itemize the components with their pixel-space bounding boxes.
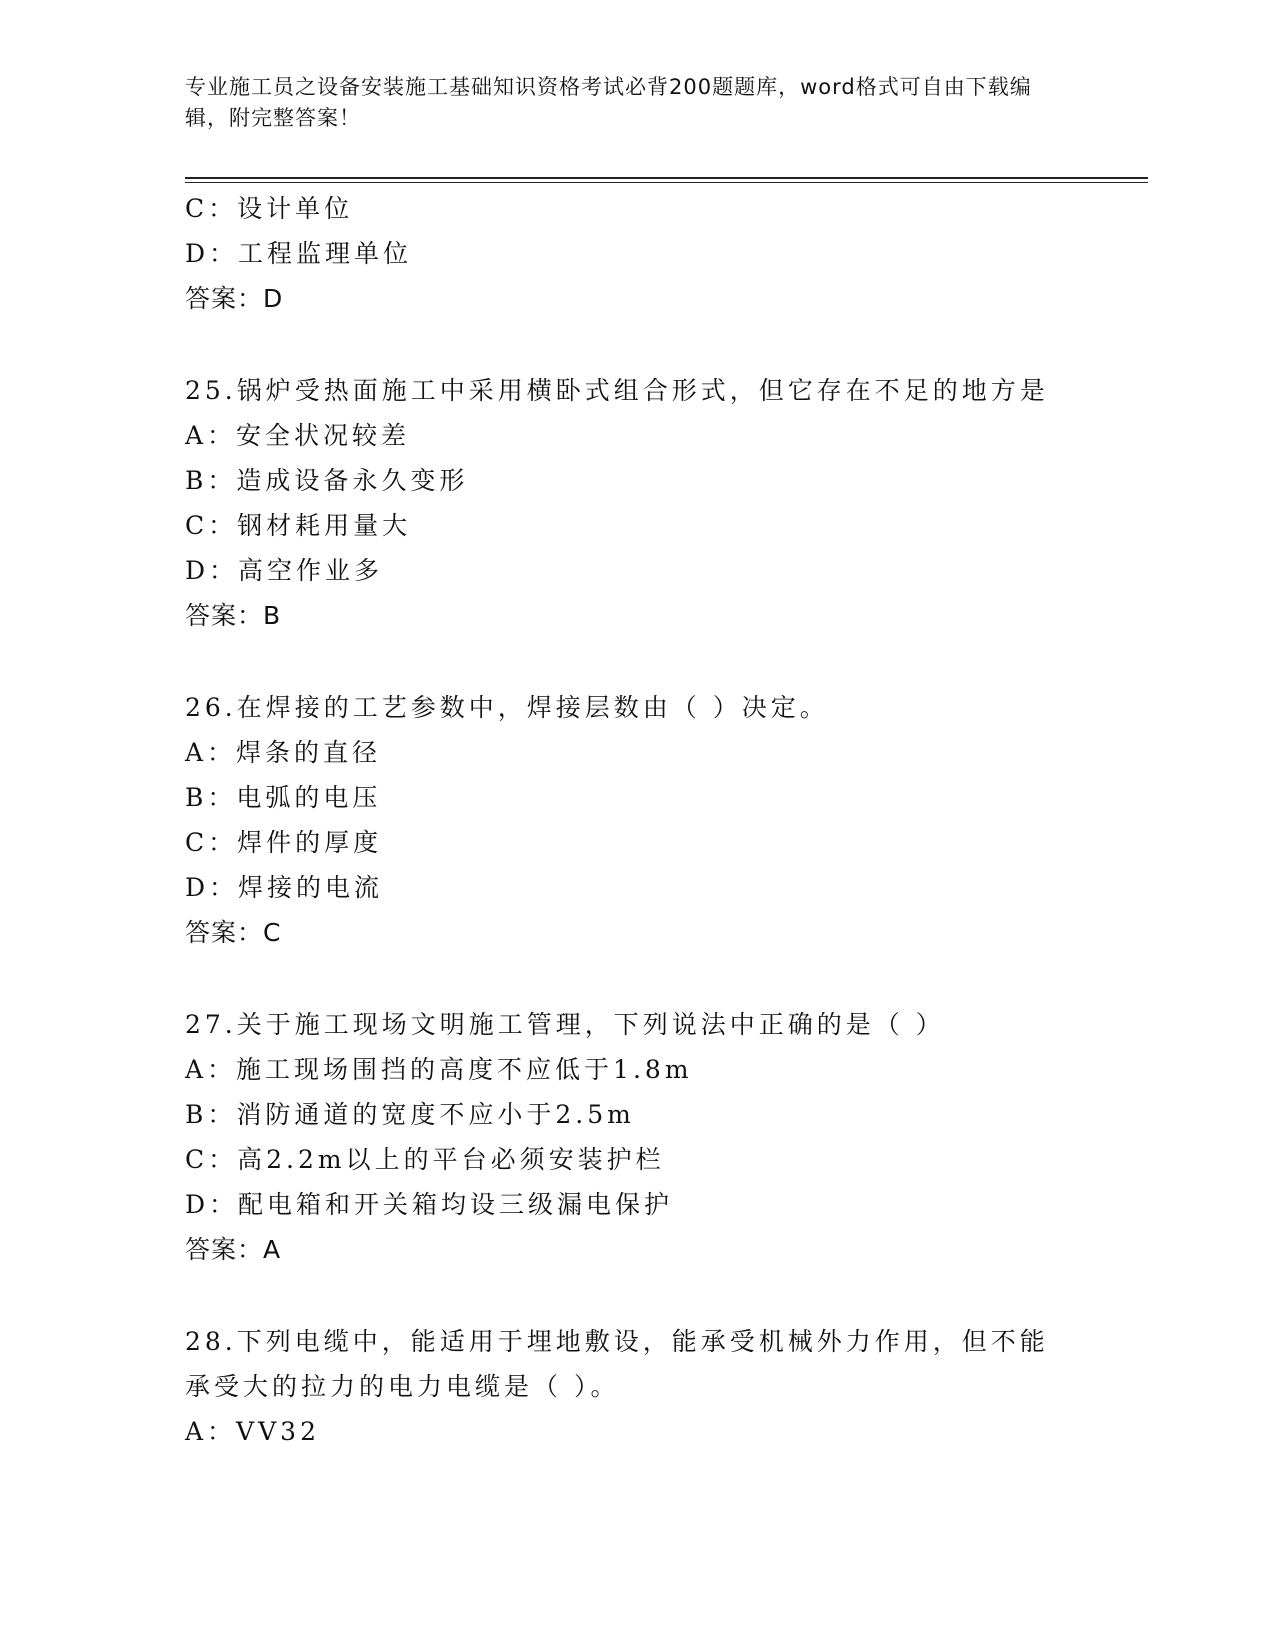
question-27 xyxy=(185,1002,1085,1272)
answer: 答案：D xyxy=(185,284,284,313)
option-a: A：安全状况较差 xyxy=(185,421,411,450)
question-24-tail xyxy=(185,186,1085,321)
document-header: 专业施工员之设备安装施工基础知识资格考试必背200题题库，word格式可自由下载编辑，附完整答案！ xyxy=(185,75,1032,130)
option-a: A：焊条的直径 xyxy=(185,738,382,767)
option-b: B：消防通道的宽度不应小于2.5m xyxy=(185,1100,635,1129)
header-rule-thin xyxy=(185,182,1148,183)
answer: 答案：C xyxy=(185,918,282,947)
question-26 xyxy=(185,685,1085,955)
option-c: C：高2.2m以上的平台必须安装护栏 xyxy=(185,1145,665,1174)
question-list xyxy=(185,186,1085,1454)
option-c: C：设计单位 xyxy=(185,194,354,223)
question-stem: 25.锅炉受热面施工中采用横卧式组合形式，但它存在不足的地方是 xyxy=(185,376,1049,405)
option-d: D：配电箱和开关箱均设三级漏电保护 xyxy=(185,1190,674,1219)
answer: 答案：B xyxy=(185,601,282,630)
question-stem: 26.在焊接的工艺参数中，焊接层数由（ ）决定。 xyxy=(185,693,829,722)
option-d: D：工程监理单位 xyxy=(185,239,413,268)
option-b: B：造成设备永久变形 xyxy=(185,466,469,495)
question-stem: 27.关于施工现场文明施工管理，下列说法中正确的是（ ） xyxy=(185,1010,945,1039)
option-d: D：高空作业多 xyxy=(185,556,384,585)
option-b: B：电弧的电压 xyxy=(185,783,382,812)
option-a: A：VV32 xyxy=(185,1417,320,1446)
question-28 xyxy=(185,1319,1085,1454)
option-c: C：钢材耗用量大 xyxy=(185,511,412,540)
option-d: D：焊接的电流 xyxy=(185,873,384,902)
option-c: C：焊件的厚度 xyxy=(185,828,383,857)
option-a: A：施工现场围挡的高度不应低于1.8m xyxy=(185,1055,693,1084)
answer: 答案：A xyxy=(185,1235,282,1264)
question-stem: 28.下列电缆中，能适用于埋地敷设，能承受机械外力作用，但不能承受大的拉力的电力电缆是（ ）。 xyxy=(185,1327,1049,1401)
header-rule xyxy=(185,177,1148,179)
question-25 xyxy=(185,368,1085,638)
